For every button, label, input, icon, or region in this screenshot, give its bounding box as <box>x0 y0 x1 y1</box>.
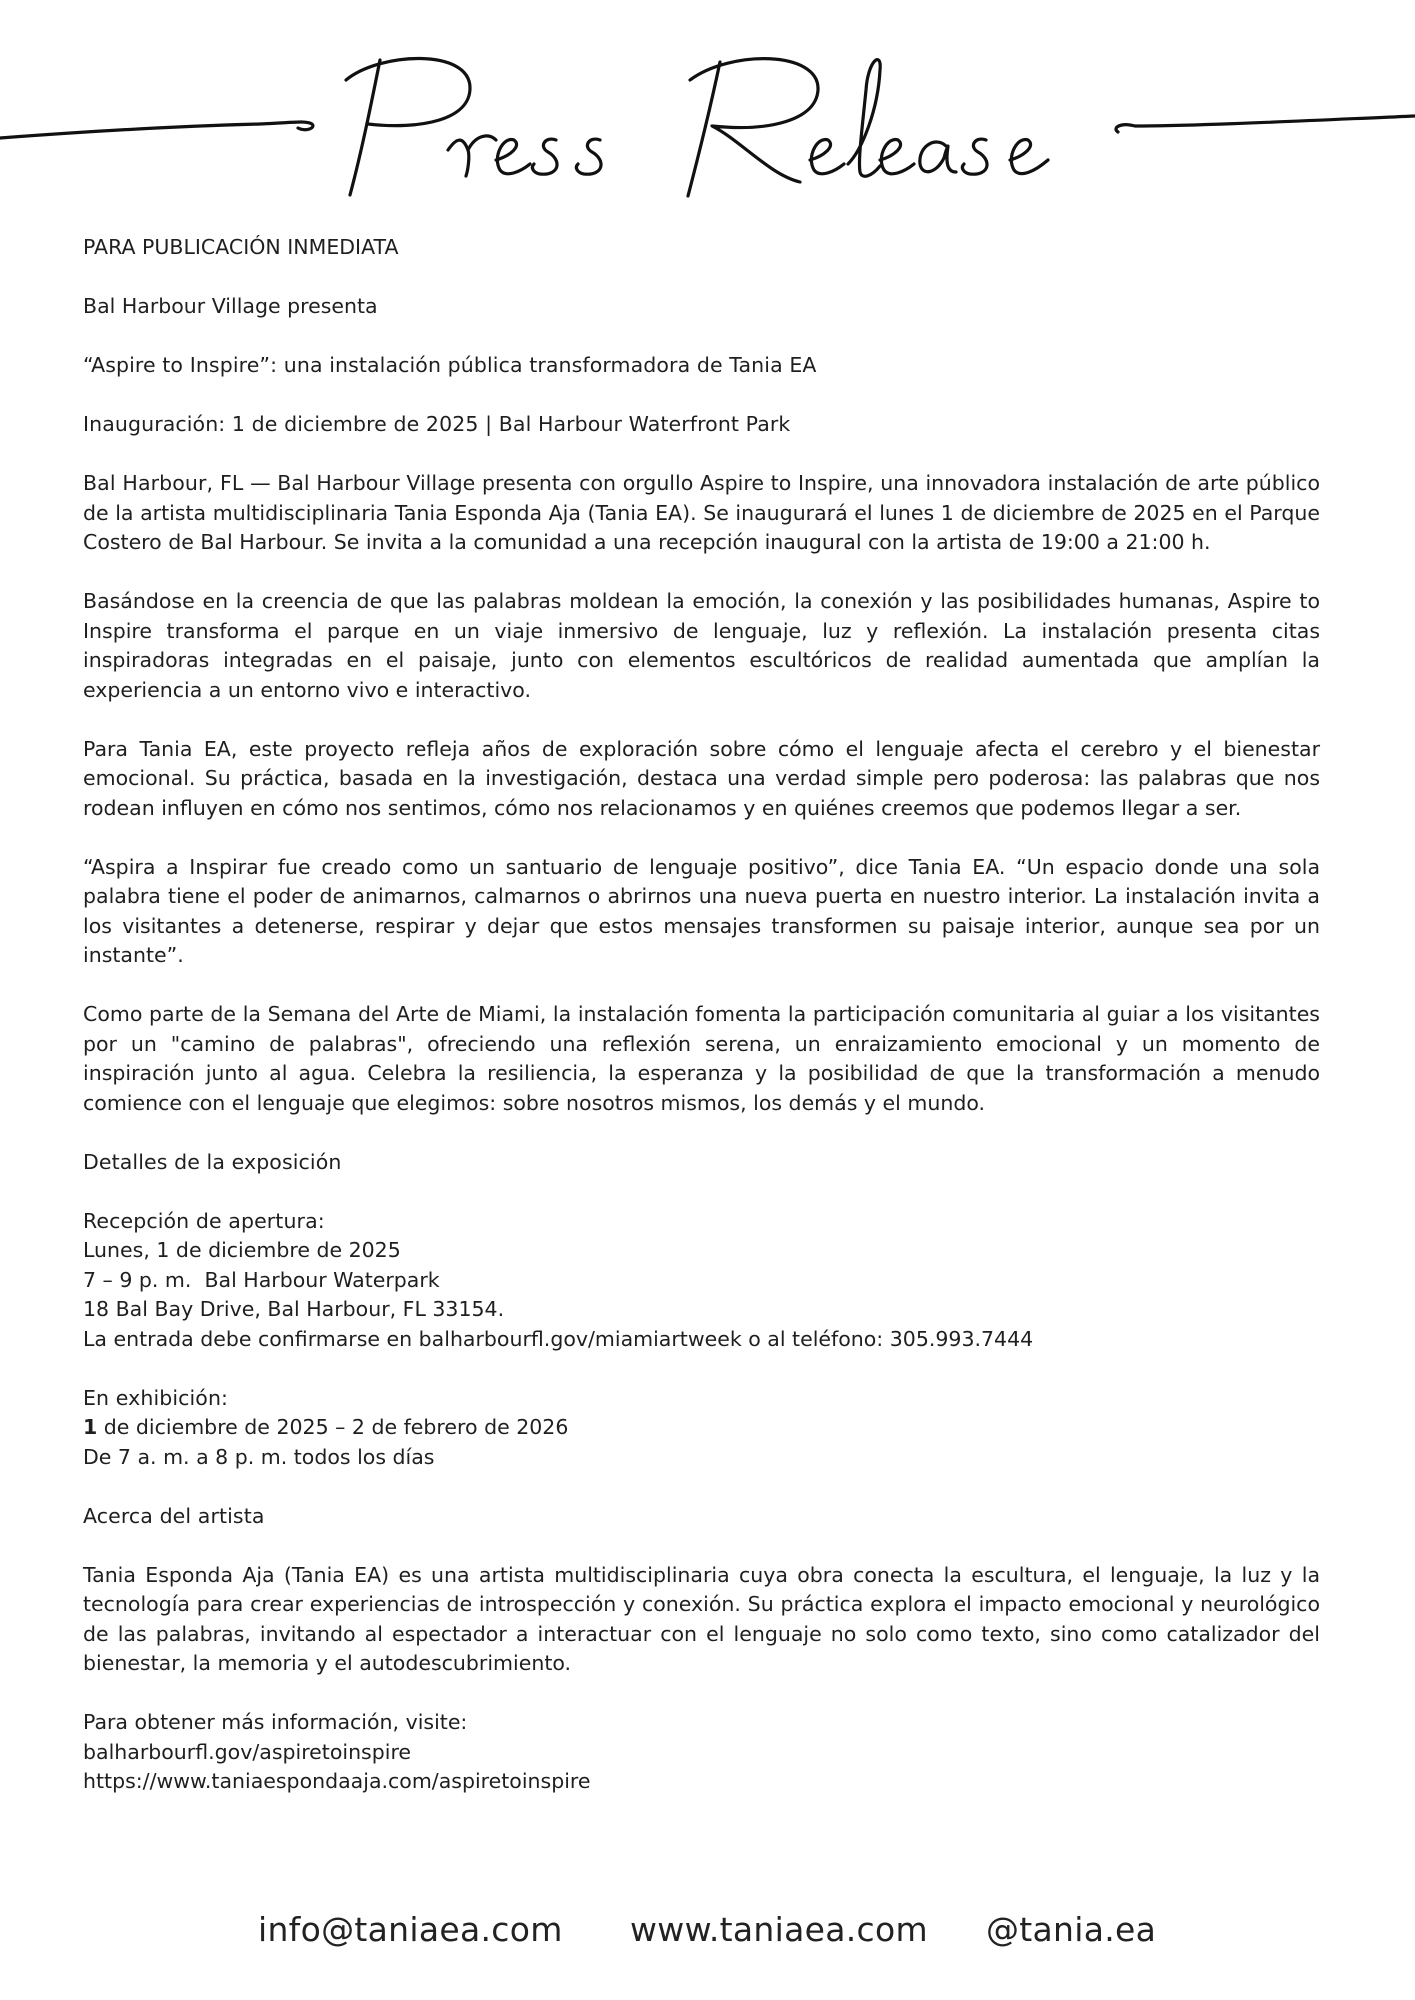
paragraph-quote: “Aspira a Inspirar fue creado como un santuario de lenguaje positivo”, dice Tania EA. “Un espacio donde una sola palabra tiene el poder de animarnos, calmarnos o abrirnos una nueva puerta en nuestro interior. La instalación invita a los visitantes a detenerse, respirar y dejar que estos mensajes transformen su paisaje interior, aunque sea por un instante”. <box>83 854 1320 967</box>
paragraph-art-week: Como parte de la Semana del Arte de Miami, la instalación fomenta la participación comunitaria al guiar a los visitantes por un "camino de palabras", ofreciendo una reflexión serena, un enraizamiento emocional y un momento de inspiración junto al agua. Celebra la resiliencia, la esperanza y la posibilidad de que la transformación a menudo comience con el lenguaje que elegimos: sobre nosotros mismos, los demás y el mundo. <box>83 1002 1320 1115</box>
paragraph-intro-text: — Bal Harbour Village presenta con orgullo Aspire to Inspire, una innovadora instalación de arte público de la artista multidisciplinaria Tania Esponda Aja (Tania EA). Se inaugurará el lunes 1 de diciembre de 2025 en el Parque Costero de Bal Harbour. Se invita a la comunidad a una recepción inaugural con la artista de 19:00 a 21:00 h. <box>83 471 1320 554</box>
contact-footer <box>0 1910 1415 1970</box>
reception-rsvp: La entrada debe confirmarse en balharbourfl.gov/miamiartweek o al teléfono: 305.993.7444 <box>83 1326 1034 1351</box>
exhibition-dates <box>83 1413 1320 1443</box>
press-release-body <box>83 230 1320 1797</box>
press-release-header <box>0 0 1415 230</box>
info-intro: Para obtener más información, visite: <box>83 1710 468 1734</box>
paragraph-concept: Basándose en la creencia de que las palabras moldean la emoción, la conexión y las posibilidades humanas, Aspire to Inspire transforma el parque en un viaje inmersivo de lenguaje, luz y reflexión. La instalación presenta citas inspiradoras integradas en el paisaje, junto con elementos escultóricos de realidad aumentada que amplían la experiencia a un entorno vivo e interactivo. <box>83 589 1320 702</box>
reception-address: 18 Bal Bay Drive, Bal Harbour, FL 33154. <box>83 1297 505 1321</box>
artist-heading: Acerca del artista <box>83 1503 265 1528</box>
exhibition-start-day: 1 <box>83 1415 98 1439</box>
footer-social-handle[interactable]: @tania.ea <box>986 1910 1157 1949</box>
info-link-village[interactable]: balharbourfl.gov/aspiretoinspire <box>83 1739 412 1764</box>
artist-bio: Tania Esponda Aja (Tania EA) es una artista multidisciplinaria cuya obra conecta la escultura, el lenguaje, la luz y la tecnología para crear experiencias de introspección y conexión. Su práctica explora el impacto emocional y neurológico de las palabras, invitando al espectador a interactuar con el lenguaje no solo como texto, sino como catalizador del bienestar, la memoria y el autodescubrimiento. <box>83 1562 1320 1675</box>
release-tag: PARA PUBLICACIÓN INMEDIATA <box>83 235 399 259</box>
info-link-artist[interactable]: https://www.taniaespondaaja.com/aspiretoinspire <box>83 1769 591 1793</box>
paragraph-artist-research: Para Tania EA, este proyecto refleja años de exploración sobre cómo el lenguaje afecta el cerebro y el bienestar emocional. Su práctica, basada en la investigación, destaca una verdad simple pero poderosa: las palabras que nos rodean influyen en cómo nos sentimos, cómo nos relacionamos y en quiénes creemos que podemos llegar a ser. <box>83 736 1320 820</box>
exhibition-hours: De 7 a. m. a 8 p. m. todos los días <box>83 1444 435 1469</box>
footer-email[interactable]: info@taniaea.com <box>258 1910 563 1949</box>
footer-website[interactable]: www.taniaea.com <box>630 1910 928 1949</box>
exhibition-heading: En exhibición: <box>83 1385 229 1410</box>
opening-line: Inauguración: 1 de diciembre de 2025 | Bal Harbour Waterfront Park <box>83 412 791 436</box>
reception-time-venue: 7 – 9 p. m. Bal Harbour Waterpark <box>83 1267 440 1292</box>
reception-date: Lunes, 1 de diciembre de 2025 <box>83 1238 401 1262</box>
paragraph-intro <box>83 469 1320 558</box>
details-heading: Detalles de la exposición <box>83 1149 342 1174</box>
press-release-script-logo <box>0 0 1415 230</box>
exhibition-range: de diciembre de 2025 – 2 de febrero de 2026 <box>97 1415 569 1439</box>
reception-heading: Recepción de apertura: <box>83 1208 325 1233</box>
presenter-line: Bal Harbour Village presenta <box>83 294 378 318</box>
dateline: Bal Harbour, FL <box>83 471 244 495</box>
release-subtitle: “Aspire to Inspire”: una instalación pública transformadora de Tania EA <box>83 353 817 377</box>
